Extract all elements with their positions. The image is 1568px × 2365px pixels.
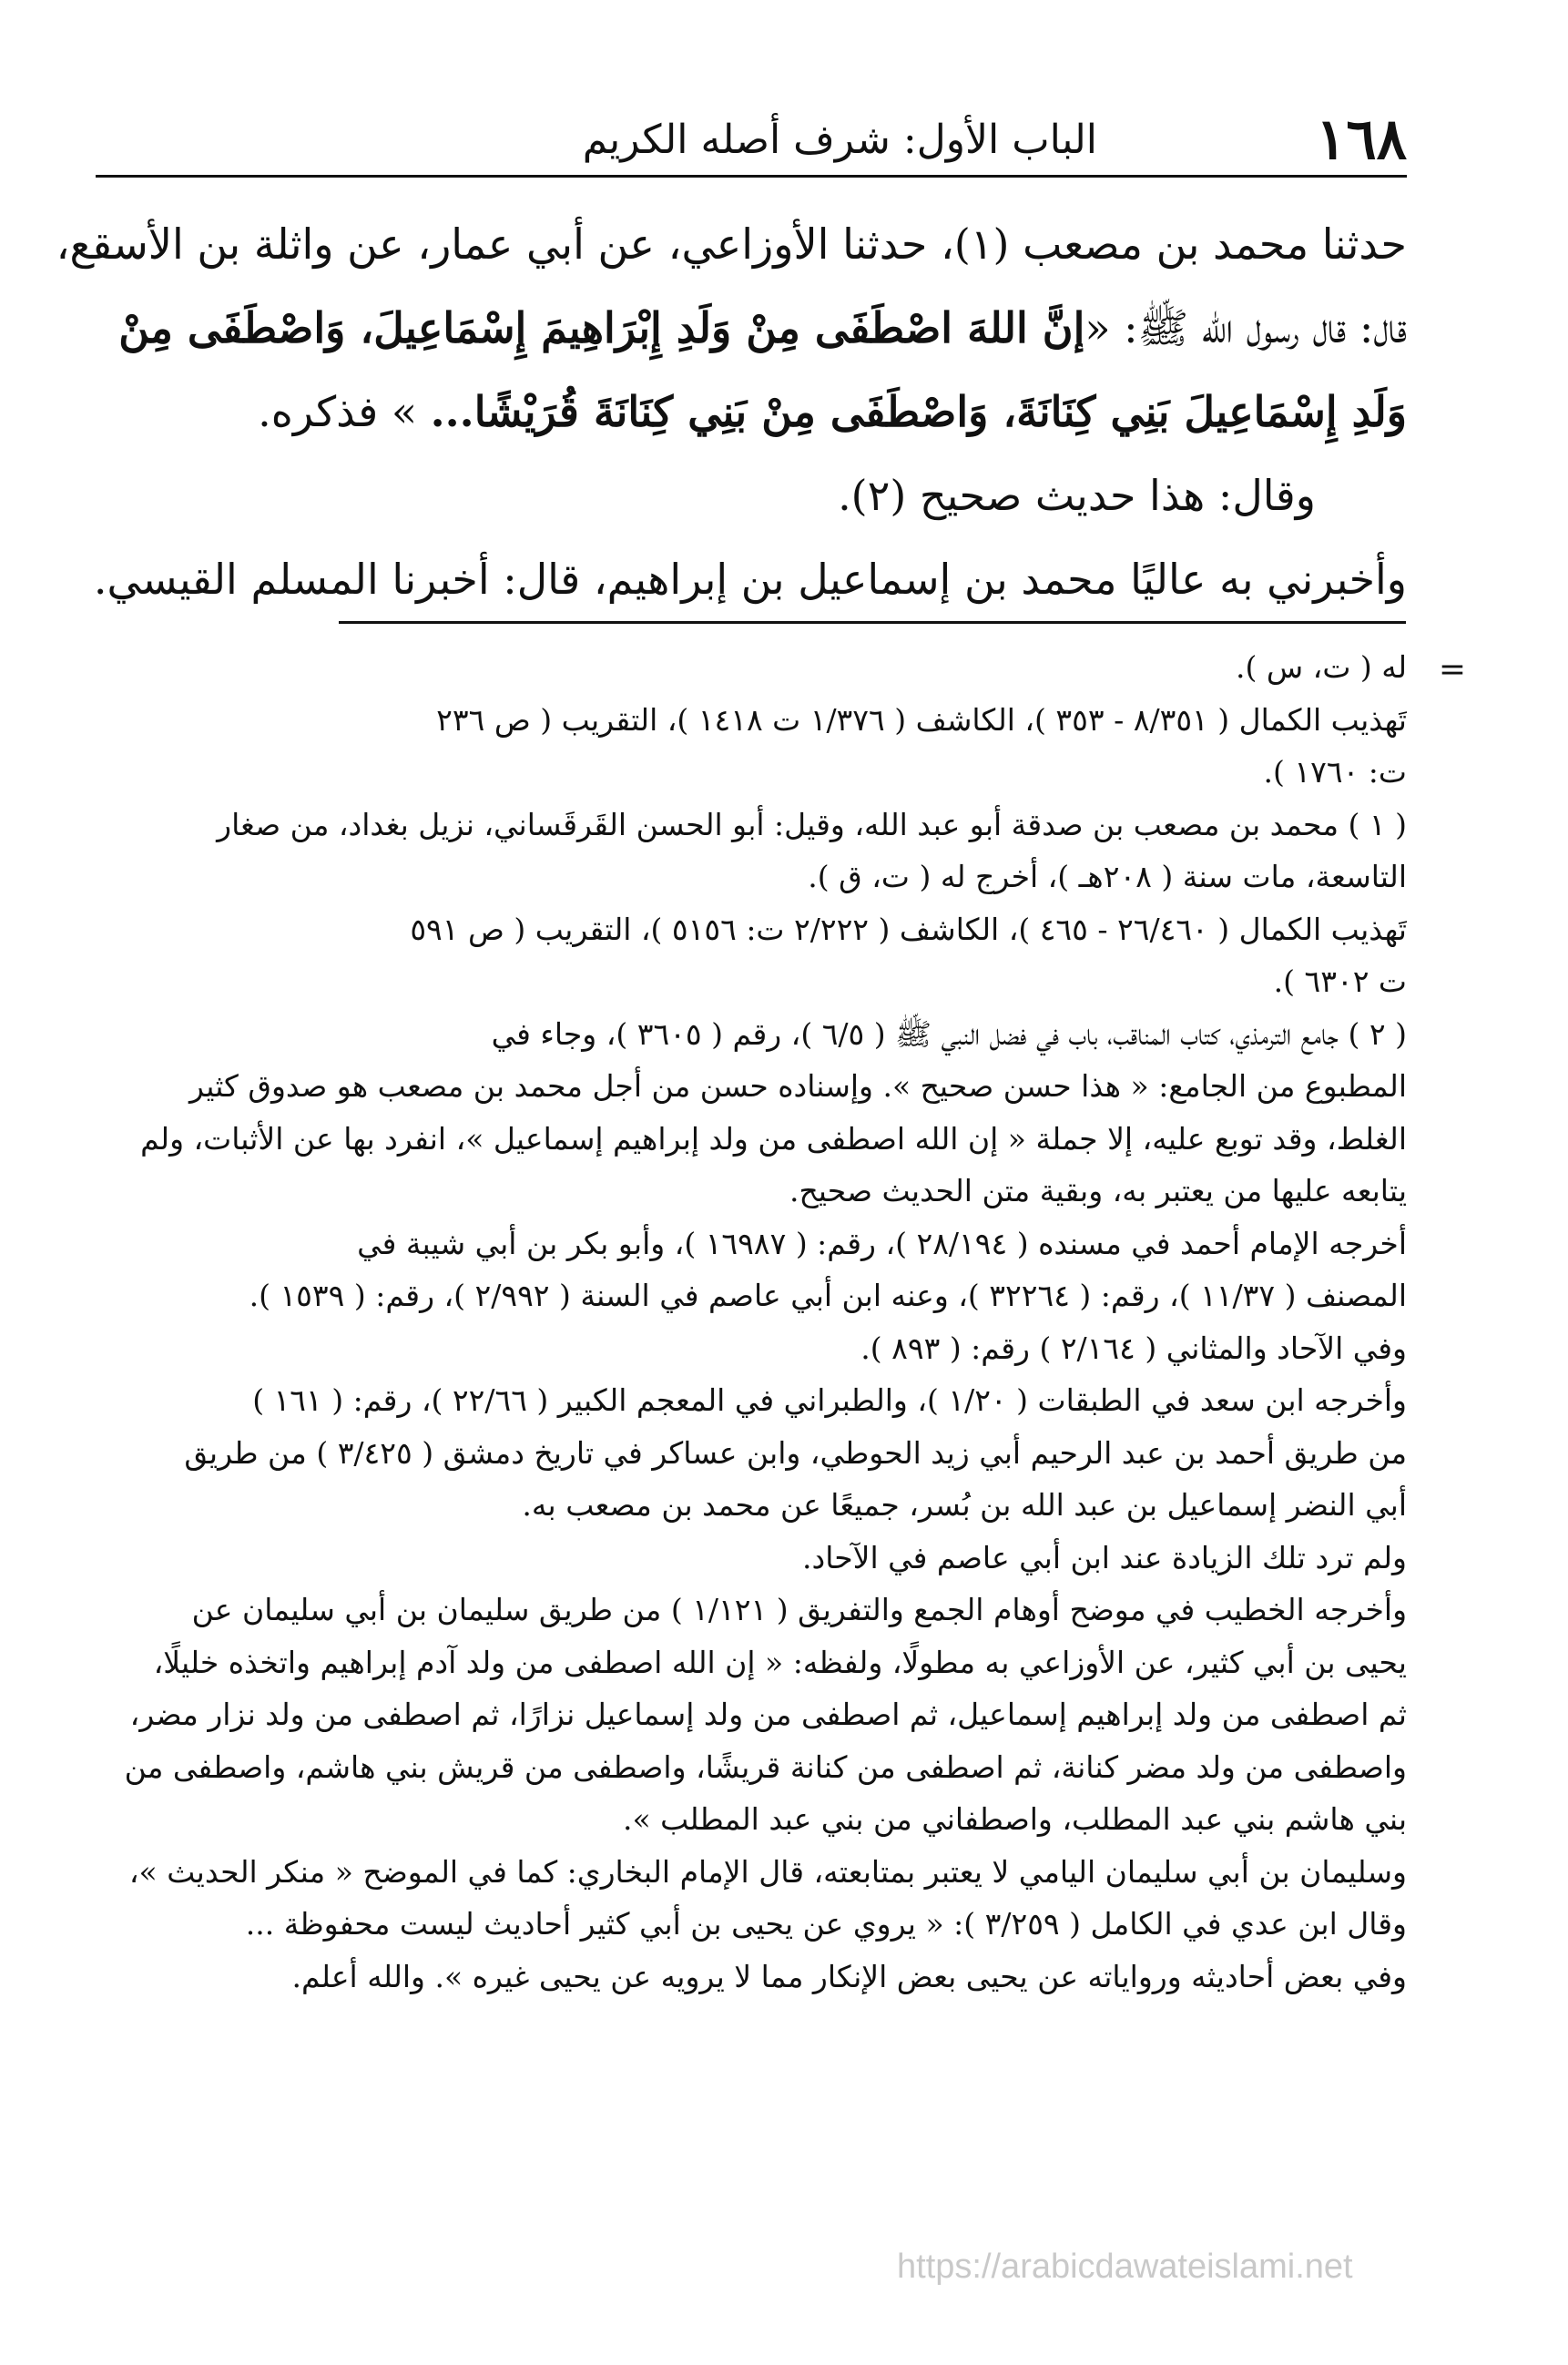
footnote-line: أخرجه الإمام أحمد في مسنده ( ٢٨/١٩٤ )، رقم: ( ١٦٩٨٧ )، وأبو بكر بن أبي شيبة في <box>357 1225 1407 1261</box>
hadith-text-bold-1: إنَّ اللهَ اصْطَفَى مِنْ وَلَدِ إِبْرَاهِيمَ إِسْمَاعِيلَ، وَاصْطَفَى مِنْ <box>118 303 1085 352</box>
footnote-line: وأخرجه الخطيب في موضح أوهام الجمع والتفريق ( ١/١٢١ ) من طريق سليمان بن أبي سليمان عن <box>191 1592 1407 1627</box>
main-line-2 <box>96 286 1407 370</box>
footnote-line: له ( ت، س ). <box>1236 649 1407 685</box>
watermark: https://arabicdawateislami.net <box>897 2248 1353 2286</box>
footnote-line: المصنف ( ١١/٣٧ )، رقم: ( ٣٢٢٦٤ )، وعنه ابن أبي عاصم في السنة ( ٢/٩٩٢ )، رقم: ( ١٥٣٩ ). <box>249 1278 1407 1313</box>
footnote-line: يحيى بن أبي كثير، عن الأوزاعي به مطولًا، ولفظه: « إن الله اصطفى من ولد آدم إبراهيم واتخذه خليلًا، <box>153 1644 1407 1680</box>
footnote-line: أبي النضر إسماعيل بن عبد الله بن بُسر، جميعًا عن محمد بن مصعب به. <box>522 1487 1407 1523</box>
running-title: الباب الأول: شرف أصله الكريم <box>582 117 1097 163</box>
hadith-text-bold-2: وَلَدِ إِسْمَاعِيلَ بَنِي كِنَانَةَ، وَاصْطَفَى مِنْ بَنِي كِنَانَةَ قُرَيْشًا... <box>430 387 1407 436</box>
footnote-line: من طريق أحمد بن عبد الرحيم أبي زيد الحوطي، وابن عساكر في تاريخ دمشق ( ٣/٤٢٥ ) من طريق <box>184 1434 1407 1471</box>
footnotes <box>96 641 1407 2003</box>
main-text <box>56 202 1407 621</box>
footnote-line: يتابعه عليها من يعتبر به، وبقية متن الحديث صحيح. <box>789 1173 1407 1208</box>
footnote-line: ت: ١٧٦٠ ). <box>1263 754 1407 790</box>
main-text-underline <box>339 621 1406 624</box>
main-line-5: وأخبرني به عاليًا محمد بن إسماعيل بن إبراهيم، قال: أخبرنا المسلم القيسي. <box>93 555 1407 604</box>
main-line-4: وقال: هذا حديث صحيح (٢). <box>838 471 1316 520</box>
footnote-line: وسليمان بن أبي سليمان اليامي لا يعتبر بمتابعته، قال الإمام البخاري: كما في الموضح « منكر الحديث »، <box>128 1853 1407 1890</box>
footnote-line: واصطفى من ولد مضر كنانة، ثم اصطفى من كنانة قريشًا، واصطفى من قريش بني هاشم، واصطفى من <box>124 1748 1407 1785</box>
header-rule <box>96 175 1407 178</box>
footnote-line: وأخرجه ابن سعد في الطبقات ( ١/٢٠ )، والطبراني في المعجم الكبير ( ٢٢/٦٦ )، رقم: ( ١٦١ ) <box>252 1382 1407 1418</box>
footnote-line: وقال ابن عدي في الكامل ( ٣/٢٥٩ ): « يروي عن يحيى بن أبي كثير أحاديث ليست محفوظة ... <box>245 1906 1407 1942</box>
footnote-line: بني هاشم بني عبد المطلب، واصطفاني من بني عبد المطلب ». <box>622 1801 1407 1837</box>
footnote-line: تَهذيب الكمال ( ٨/٣٥١ - ٣٥٣ )، الكاشف ( ١/٣٧٦ ت ١٤١٨ )، التقريب ( ص ٢٣٦ <box>436 701 1407 738</box>
footnote-line: تَهذيب الكمال ( ٢٦/٤٦٠ - ٤٦٥ )، الكاشف ( ٢/٢٢٢ ت: ٥١٥٦ )، التقريب ( ص ٥٩١ <box>410 911 1407 947</box>
footnote-line: ( ١ ) محمد بن مصعب بن صدقة أبو عبد الله، وقيل: أبو الحسن القَرقَساني، نزيل بغداد، من صغار <box>217 806 1407 842</box>
footnote-line: المطبوع من الجامع: « هذا حسن صحيح ». وإسناده حسن من أجل محمد بن مصعب هو صدوق كثير <box>189 1068 1407 1104</box>
footnote-line: ( ٢ ) جامع الترمذي، كتاب المناقب، باب في فضل النبي ﷺ ( ٦/٥ )، رقم ( ٣٦٠٥ )، وجاء في <box>491 1015 1407 1052</box>
page-header <box>96 107 1407 171</box>
main-line-3 <box>96 370 1407 454</box>
footnote-line: ثم اصطفى من ولد إبراهيم إسماعيل، ثم اصطفى من ولد إسماعيل نزارًا، ثم اصطفى من ولد نزار مضر، <box>129 1697 1407 1732</box>
footnote-line: الغلط، وقد توبع عليه، إلا جملة « إن الله اصطفى من ولد إبراهيم إسماعيل »، انفرد بها عن الأثبات، ولم <box>140 1120 1407 1157</box>
footnote-line: ولم ترد تلك الزيادة عند ابن أبي عاصم في الآحاد. <box>802 1539 1407 1575</box>
main-line-1: حدثنا محمد بن مصعب (١)، حدثنا الأوزاعي، عن أبي عمار، عن واثلة بن الأسقع، <box>56 219 1407 269</box>
footnote-line: ت ٦٣٠٢ ). <box>1273 963 1407 999</box>
footnote-line: وفي بعض أحاديثه ورواياته عن يحيى بعض الإنكار مما لا يرويه عن يحيى غيره ». والله أعلم. <box>291 1958 1407 1994</box>
main-line-3-plain: » فذكره. <box>258 387 418 436</box>
continuation-mark: = <box>1438 651 1466 688</box>
page-number: ١٦٨ <box>1316 106 1407 172</box>
main-line-2-plain: قال: قال رسول الله ﷺ: « <box>1084 303 1407 352</box>
footnote-line: وفي الآحاد والمثاني ( ٢/١٦٤ ) رقم: ( ٨٩٣ ). <box>860 1330 1407 1366</box>
footnote-line: التاسعة، مات سنة ( ٢٠٨هـ )، أخرج له ( ت، ق ). <box>808 859 1407 894</box>
